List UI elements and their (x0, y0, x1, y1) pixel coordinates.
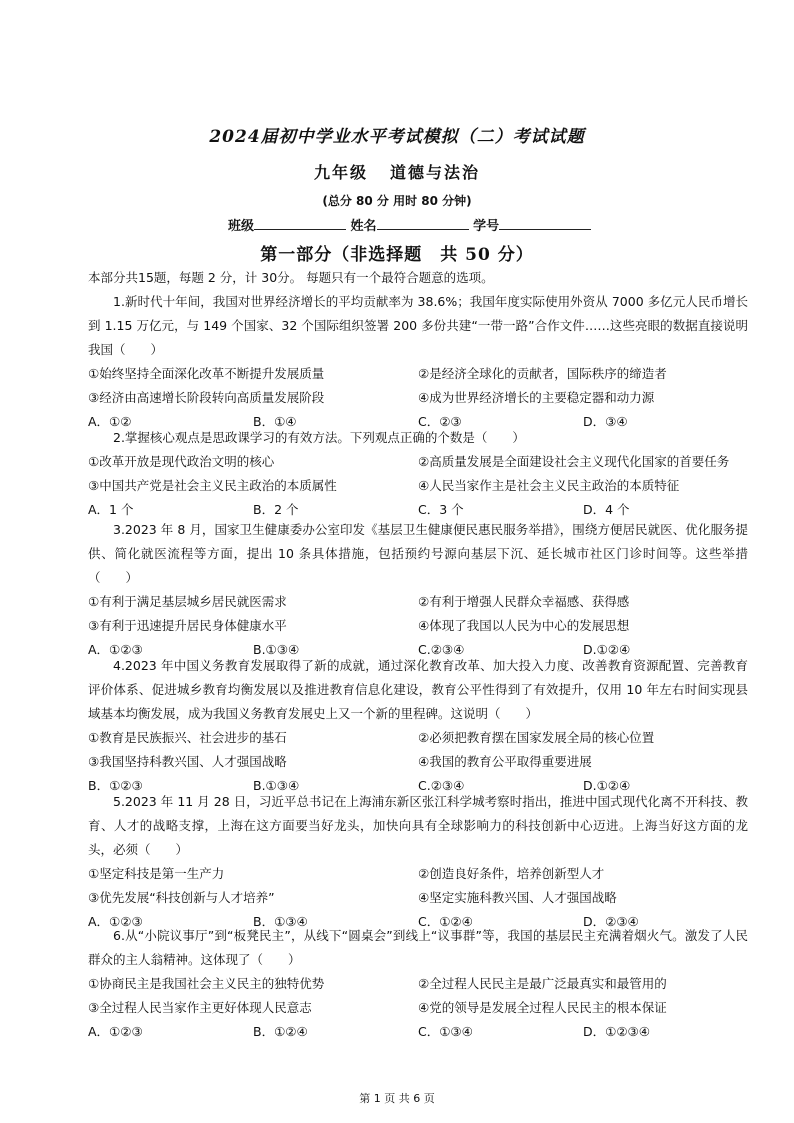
statement: ①有利于满足基层城乡居民就医需求 (88, 594, 287, 609)
section-title: 第一部分（非选择题 共 50 分） (260, 245, 534, 265)
option-c[interactable]: C．②③ (418, 414, 462, 429)
option-c[interactable]: C．①②④ (418, 914, 473, 929)
question-stem: 5.2023 年 11 月 28 日，习近平总书记在上海浦东新区张江科学城考察时指出，推进中国式现代化离不开科技、教育、人才的战略支撑，上海在这方面要当好龙头，加快向具有全球影响力的科技创新中心迈进。上海当好这方面的龙头，必须（ ） (88, 794, 748, 857)
option-a[interactable]: A．①② (88, 414, 132, 429)
statement: ①协商民主是我国社会主义民主的独特优势 (88, 976, 325, 991)
section-instruction-block (88, 266, 748, 290)
statement: ①始终坚持全面深化改革不断提升发展质量 (88, 366, 325, 381)
statement: ④人民当家作主是社会主义民主政治的本质特征 (418, 478, 680, 493)
statement: ③中国共产党是社会主义民主政治的本质属性 (88, 478, 337, 493)
statement: ④我国的教育公平取得重要进展 (418, 754, 592, 769)
statement: ②必须把教育摆在国家发展全局的核心位置 (418, 730, 655, 745)
question-3 (88, 518, 748, 662)
statements-row (88, 362, 748, 386)
question-stem: 2.掌握核心观点是思政课学习的有效方法。下列观点正确的个数是（ ） (113, 430, 525, 445)
option-c[interactable]: C．①③④ (418, 1024, 473, 1039)
question-stem: 6.从“小院议事厅”到“板凳民主”，从线下“圆桌会”到线上“议事群”等，我国的基层民主充满着烟火气。激发了人民群众的主人翁精神。这体现了（ ） (88, 928, 748, 967)
statements-row (88, 474, 748, 498)
option-a[interactable]: A．1 个 (88, 502, 134, 517)
question-stem: 4.2023 年中国义务教育发展取得了新的成就，通过深化教育改革、加大投入力度、改善教育资源配置、完善教育评价体系、促进城乡教育均衡发展以及推进教育信息化建设，教育公平性得到了有效提升，仅用 10 年左右时间实现县域基本均衡发展，成为我国义务教育发展史上又一个新的里程碑。这说明（ ） (88, 658, 748, 721)
option-d[interactable]: D.①②④ (583, 778, 631, 793)
question-2 (88, 426, 748, 522)
name-label: 姓名 (350, 219, 377, 234)
statement: ④体现了我国以人民为中心的发展思想 (418, 618, 630, 633)
statement: ③全过程人民当家作主更好体现人民意志 (88, 1000, 312, 1015)
class-label: 班级 (228, 219, 255, 234)
statement: ④坚定实施科教兴国、人才强国战略 (418, 890, 617, 905)
option-c[interactable]: C．3 个 (418, 502, 464, 517)
statements-row (88, 996, 748, 1020)
option-b[interactable]: B．①④ (253, 414, 297, 429)
option-a[interactable]: A．①②③ (88, 1024, 143, 1039)
option-a[interactable]: B．①②③ (88, 778, 143, 793)
statement: ②是经济全球化的贡献者，国际秩序的缔造者 (418, 366, 667, 381)
question-4 (88, 654, 748, 798)
statement: ③经济由高速增长阶段转向高质量发展阶段 (88, 390, 325, 405)
option-d[interactable]: D．②③④ (583, 914, 639, 929)
statement: ③有利于迅速提升居民身体健康水平 (88, 618, 287, 633)
statements-row (88, 590, 748, 614)
option-b[interactable]: B．①③④ (253, 914, 308, 929)
score-time-info: (总分 80 分 用时 80 分钟) (322, 194, 472, 208)
option-b[interactable]: B．2 个 (253, 502, 299, 517)
options-row (88, 1020, 748, 1044)
question-1 (88, 290, 748, 434)
option-a[interactable]: A．①②③ (88, 642, 143, 657)
number-field[interactable] (499, 217, 591, 230)
option-c[interactable]: C.②③④ (418, 778, 465, 793)
section-instruction: 本部分共15题，每题 2 分，计 30分。 每题只有一个最符合题意的选项。 (88, 270, 494, 285)
exam-subtitle (0, 160, 794, 183)
statement: ④党的领导是发展全过程人民民主的根本保证 (418, 1000, 667, 1015)
statements-row (88, 614, 748, 638)
statements-row (88, 450, 748, 474)
name-field[interactable] (377, 217, 469, 230)
option-c[interactable]: C.②③④ (418, 642, 465, 657)
statement: ①教育是民族振兴、社会进步的基石 (88, 730, 287, 745)
statement: ③优先发展“科技创新与人才培养” (88, 890, 275, 905)
class-field[interactable] (254, 217, 346, 230)
exam-title: 2024届初中学业水平考试模拟（二）考试试题 (209, 127, 585, 147)
statements-row (88, 972, 748, 996)
statement: ④成为世界经济增长的主要稳定器和动力源 (418, 390, 655, 405)
statements-row (88, 886, 748, 910)
statement: ②高质量发展是全面建设社会主义现代化国家的首要任务 (418, 454, 730, 469)
option-d[interactable]: D．③④ (583, 414, 628, 429)
question-5 (88, 790, 748, 934)
student-info-fields (228, 215, 591, 234)
page-number: 第 1 页 共 6 页 (359, 1092, 435, 1105)
statements-row (88, 750, 748, 774)
option-b[interactable]: B．①②④ (253, 1024, 308, 1039)
grade-label: 九年级 (313, 163, 368, 182)
statement: ②有利于增强人民群众幸福感、获得感 (418, 594, 630, 609)
statement: ①改革开放是现代政治文明的核心 (88, 454, 275, 469)
number-label: 学号 (473, 219, 500, 234)
statements-row (88, 862, 748, 886)
question-6 (88, 924, 748, 1044)
option-b[interactable]: B.①③④ (253, 642, 300, 657)
question-stem: 3.2023 年 8 月，国家卫生健康委办公室印发《基层卫生健康便民惠民服务举措》，围绕方便居民就医、优化服务提供、简化就医流程等方面，提出 10 条具体措施，包括预约号源向基层下沉、延长城市社区门诊时间等。这些举措（ ） (88, 522, 748, 585)
statement: ②全过程人民民主是最广泛最真实和最管用的 (418, 976, 667, 991)
option-d[interactable]: D．4 个 (583, 502, 630, 517)
statements-row (88, 386, 748, 410)
subject-label: 道德与法治 (390, 163, 481, 182)
statement: ③我国坚持科教兴国、人才强国战略 (88, 754, 287, 769)
question-stem: 1.新时代十年间，我国对世界经济增长的平均贡献率为 38.6%；我国年度实际使用外资从 7000 多亿元人民币增长到 1.15 万亿元，与 149 个国家、32 个国际组织签署 200 多份共建“一带一路”合作文件……这些亮眼的数据直接说明我国（ ） (88, 294, 748, 357)
statements-row (88, 726, 748, 750)
option-d[interactable]: D.①②④ (583, 642, 631, 657)
option-a[interactable]: A．①②③ (88, 914, 143, 929)
statement: ①坚定科技是第一生产力 (88, 866, 225, 881)
statement: ②创造良好条件，培养创新型人才 (418, 866, 605, 881)
option-d[interactable]: D．①②③④ (583, 1024, 650, 1039)
option-b[interactable]: B.①③④ (253, 778, 300, 793)
